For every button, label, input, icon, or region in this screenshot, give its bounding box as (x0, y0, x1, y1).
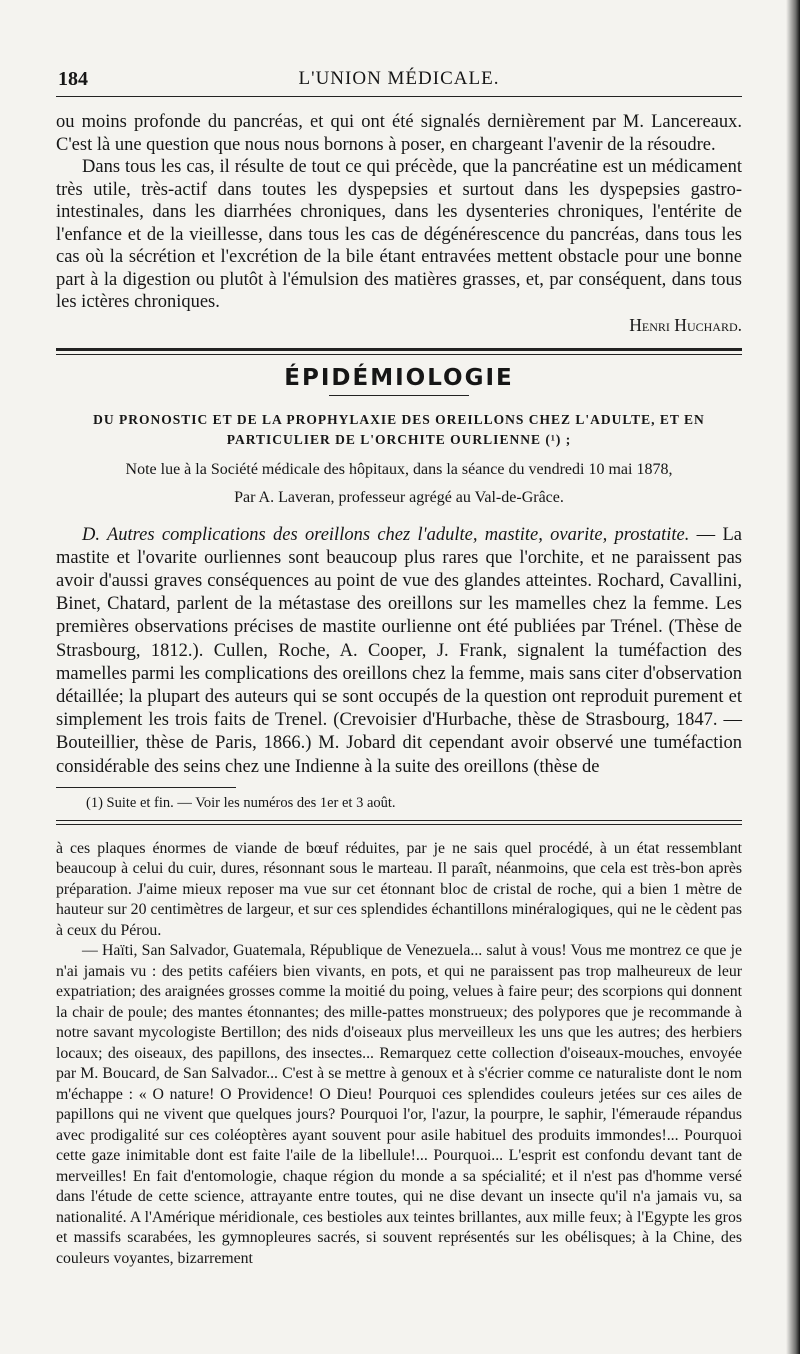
article-title-line-2: PARTICULIER DE L'ORCHITE OURLIENNE (¹) ; (226, 431, 572, 447)
article-paragraph (56, 524, 742, 779)
section-title-underline (329, 395, 469, 396)
page-number: 184 (58, 68, 88, 90)
article-note: Note lue à la Société médicale des hôpitaux, dans la séance du vendredi 10 mai 1878, (125, 460, 673, 478)
prev-paragraph-1: ou moins profonde du pancréas, et qui ont été signalés dernièrement par M. Lancereaux. C'est là une question que nous nous bornons à poser, en chargeant l'avenir de la résoudre. (56, 112, 742, 155)
author-signature (56, 314, 742, 336)
feuilleton-paragraph-1: à ces plaques énormes de viande de bœuf réduites, par je ne sais quel procédé, à un état ressemblant beaucoup à celui du cuir, dures, résonnant sous le marteau. Il paraît, néanmoins, que cela est très-bon après préparation. J'aime mieux reposer ma vue sur cet étonnant bloc de cristal de roche, qui a bien 1 mètre de hauteur sur 20 centimètres de largeur, et sur ces splendides échantillons minéralogiques, qui ne le cèdent pas à ceux du Pérou. (56, 839, 742, 939)
running-title: L'UNION MÉDICALE. (298, 68, 500, 89)
section-separator (56, 348, 742, 355)
feuilleton-paragraph-2: — Haïti, San Salvador, Guatemala, République de Venezuela... salut à vous! Vous me montrez ce que je n'ai jamais vu : des petits caféiers bien vivants, en pots, et qui ne paraissent pas trop malheureux de leur expatriation; des araignées grosses comme la moitié du poing, velues à faire peur; des scorpions qui donnent la chair de poule; des mantes étonnantes; des mille-pattes monstrueux; des polypores que je recommande à notre savant mycologiste Bertillon; des nids d'oiseaux plus merveilleux les uns que les autres; des herbiers locaux; des oiseaux, des papillons, des insectes... Remarquez cette collection d'oiseaux-mouches, envoyée par M. Boucard, de San Salvador... C'est à se mettre à genoux et à s'écrier comme ce naturaliste dont le nom m'échappe : « O nature! O Providence! O Dieu! Pourquoi ces splendides couleurs jetées sur ces ailes de papillons qui ne vivent que quelques jours? Pourquoi l'or, l'azur, la pourpre, le saphir, l'émeraude répandus avec prodigalité sur ces coléoptères ayant souvent pour asile habituel des produits immondes!... Pourquoi cette gaze inimitable dont est faite l'aile de la libellule!... Pourquoi... L'esprit est confondu devant tant de merveilles! En fait d'entomologie, chaque région du monde a sa spécialité; et il n'est pas d'homme versé dans l'étude de cette science, attrayante entre toutes, qui ne dise devant un insecte qu'il n'a jamais vu, sa nationalité. A l'Amérique méridionale, ces bestioles aux teintes brillantes, aux mille feux; à l'Egypte les gros et massifs scarabées, les gymnopleures sacrés, si souvent représentés sur les obélisques; à la Chine, des couleurs voyantes, bizarrement (56, 942, 742, 1267)
article-title-line-1: DU PRONOSTIC ET DE LA PROPHYLAXIE DES OREILLONS CHEZ L'ADULTE, ET EN (93, 411, 705, 427)
previous-article-ending (56, 111, 742, 336)
signature-text: Henri Huchard. (629, 314, 742, 335)
article-body (56, 524, 742, 779)
header-rule (56, 96, 742, 97)
footnote: (1) Suite et fin. — Voir les numéros des 1er et 3 août. (86, 794, 396, 811)
feuilleton (56, 839, 742, 1270)
article-byline: Par A. Laveran, professeur agrégé au Val-de-Grâce. (234, 488, 564, 506)
feuilleton-separator (56, 820, 742, 825)
page-header (56, 62, 742, 96)
paragraph-lead: D. Autres complications des oreillons chez l'adulte, mastite, ovarite, prostatite. (82, 524, 690, 545)
prev-paragraph-2: Dans tous les cas, il résulte de tout ce qui précède, que la pancréatine est un médicament très utile, très-actif dans toutes les dyspepsies et surtout dans les dyspepsies gastro-intestinales, dans les diarrhées chroniques, dans les dysenteries chroniques, l'entérite de l'enfance et de la vieillesse, dans tous les cas de dégénérescence du pancréas, dans tous les cas où la sécrétion et l'excrétion de la bile étant entravées mettent obstacle pour une bonne part à la digestion ou plutôt à l'émulsion des matières grasses, et, par conséquent, dans tous les ictères chroniques. (56, 157, 742, 312)
section-title: ÉPIDÉMIOLOGIE (284, 364, 514, 391)
journal-page (56, 62, 742, 1269)
footnote-rule (56, 787, 236, 788)
paragraph-text: — La mastite et l'ovarite ourliennes sont beaucoup plus rares que l'orchite, et ne paraissent pas avoir d'aussi graves conséquences au point de vue des glandes atteintes. Rochard, Cavallini, Binet, Chatard, parlent de la métastase des oreillons sur les mamelles chez la femme. Les premières observations précises de mastite ourlienne ont été publiées par Trénel. (Thèse de Strasbourg, 1812.). Cullen, Roche, A. Cooper, J. Frank, signalent la tuméfaction des mamelles parmi les complications des oreillons chez la femme, mais sans citer d'observation détaillée; la plupart des auteurs qui se sont occupés de la question ont reproduit purement et simplement les trois faits de Trenel. (Crevoisier d'Hurbache, thèse de Strasbourg, 1847. — Bouteillier, thèse de Paris, 1866.) M. Jobard dit cependant avoir observé une tuméfaction considérable des seins chez une Indienne à la suite des oreillons (thèse de (56, 524, 742, 777)
article-title (56, 410, 742, 450)
page-edge-shadow (786, 0, 800, 1354)
